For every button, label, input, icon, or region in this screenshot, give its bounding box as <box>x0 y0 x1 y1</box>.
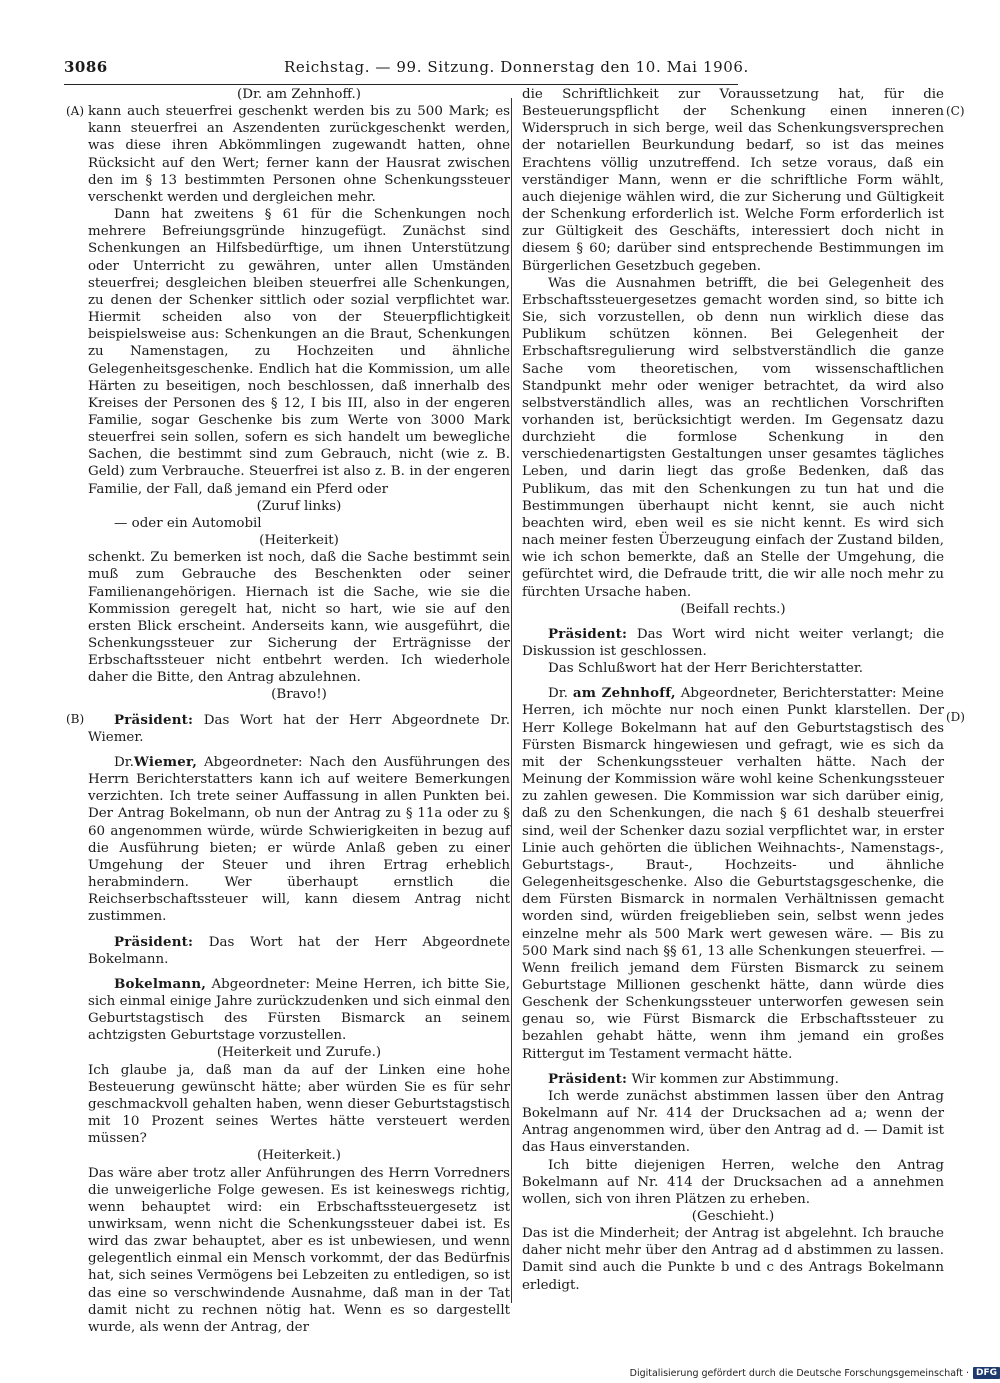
speaker-name: Präsident: <box>114 933 194 950</box>
speaker-name: am Zehnhoff, <box>572 685 676 702</box>
paragraph: kann auch steuerfrei geschenkt werden bis zu 500 Mark; es kann steuerfrei an Aszendenten zurückgeschenkt werden, was diese ihren Abkömmlingen zugewandt hatten, ohne Rücksicht auf den Wert; ferner kann der Hausrat zwischen den im § 13 bestimmten Personen ohne Schenkungssteuer verschenkt werden und dergleichen mehr. <box>88 104 510 205</box>
interjection: (Heiterkeit und Zurufe.) <box>216 1045 382 1061</box>
dfg-logo: DFG <box>973 1367 1000 1379</box>
speech-text: Das Wort wird nicht weiter verlangt; die Diskussion ist geschlossen. <box>522 626 944 659</box>
paragraph: Das Schlußwort hat der Herr Berichterstatter. <box>548 661 864 677</box>
speech-text: Abgeordneter, Berichterstatter: Meine Herren, ich möchte nur noch einen Punkt klarstellen. Der Herr Kollege Bokelmann hat auf den Geburtstagstisch des Fürsten Bismarck hingewiesen und gefragt, wie es sich da mit der Schenkungssteuer verhalten hätte. Nach der Meinung der Kommission wäre wohl keine Schenkungssteuer zu zahlen gewesen. Die Kommission war sich darüber einig, daß zu den Schenkungen, die nach § 61 deshalb steuerfrei sind, weil der Schenker dazu sozial verpflichtet war, in erster Linie auch gehörten die üblichen Weihnachts-, Namenstags-, Geburtstags-, Braut-, Hochzeits- und ähnliche Gelegenheitsgeschenke. Also die Geburtstagsgeschenke, die dem Fürsten Bismarck in normalen Verhältnissen gemacht worden sind, würden freigeblieben sein, selbst wenn jedes einzelne mehr als 500 Mark wert gewesen wäre. — Bis zu 500 Mark sind nach §§ 61, 13 alle Schenkungen steuerfrei. — Wenn freilich jemand dem Fürsten Bismarck zu seinem Geburtstage Millionen geschenkt hätte, dann würde dies Geschenk der Schenkungssteuer unterworfen gewesen sein genau so, wie Fürst Bismarck die Erbschaftssteuer zu bezahlen gehabt hätte, wenn ihm jemand ein großes Rittergut im Testament vermacht hätte. <box>522 686 944 1062</box>
speaker-paragraph <box>522 626 944 660</box>
paragraph: schenkt. Zu bemerken ist noch, daß die Sache bestimmt sein muß zum Gebrauche des Beschenkten oder seiner Familienangehörigen. Hiernach ist die Sache, wie sie die Kommission geregelt hat, nicht so hart, wie sie auf den ersten Blick erscheint. Anderseits kann, wie ausgeführt, die Schenkungssteuer zur Sicherung der Erträgnisse der Erbschaftssteuer nicht entbehrt werden. Ich wiederhole daher die Bitte, den Antrag abzulehnen. <box>88 550 510 686</box>
paragraph: Ich glaube ja, daß man da auf der Linken eine hohe Besteuerung gewünscht hätte; aber würden Sie es für sehr geschmackvoll gehalten haben, wenn dieser Geburtstagstisch mit 10 Prozent seines Wertes hätte versteuert werden müssen? <box>88 1062 510 1147</box>
margin-letter-c: (C) <box>946 104 965 118</box>
speaker-name: Wiemer, <box>133 753 198 770</box>
margin-letter-d: (D) <box>946 710 965 724</box>
interjection: (Bravo!) <box>271 687 327 703</box>
paragraph: Ich werde zunächst abstimmen lassen über den Antrag Bokelmann auf Nr. 414 der Drucksachen ad a; wenn der Antrag angenommen wird, über den Antrag ad d. — Damit ist das Haus einverstanden. <box>522 1088 944 1156</box>
column-divider <box>511 98 512 1303</box>
speech-text: Das Wort hat der Herr Abgeordnete Dr. Wiemer. <box>88 712 510 745</box>
left-column <box>88 86 510 1336</box>
speaker-name: Präsident: <box>114 711 194 728</box>
paragraph: Das wäre aber trotz aller Anführungen des Herrn Vorredners die unweigerliche Folge gewesen. Es ist keineswegs richtig, wenn behauptet wird: ein Erbschaftssteuergesetz ist unwirksam, wenn nicht die Schenkungssteuer dabei ist. Es wird das zwar behauptet, aber es ist unbewiesen, und wenn gelegentlich einmal ein Mensch vorkommt, der das Bedürfnis hat, sich seines Vermögens bei Lebzeiten zu entledigen, so ist das eine so verschwindende Ausnahme, daß man in der Tat damit nicht zu rechnen nötig hat. Wenn es so dargestellt wurde, als wenn der Antrag, der <box>88 1165 510 1335</box>
speech-text: Abgeordneter: Nach den Ausführungen des Herrn Berichterstatters kann ich auf weitere Bemerkungen verzichten. Ich trete seiner Auffassung in allen Punkten bei. Der Antrag Bokelmann, ob nun der Antrag zu § 11a oder zu § 60 angenommen würde, würde Schwierigkeiten in bezug auf die Ausführung bieten; er würde Anlaß geben zu einer Umgehung der Steuer und ihren Ertrag erheblich herabmindern. Wer überhaupt ernstlich die Reichserbschaftssteuer will, kann diesem Antrag nicht zustimmen. <box>88 754 510 925</box>
page-number: 3086 <box>64 58 108 76</box>
interjection: (Geschieht.) <box>691 1209 775 1224</box>
interjection: (Beifall rechts.) <box>680 601 786 617</box>
speaker-name: Präsident: <box>548 1070 628 1087</box>
right-column <box>522 86 944 1294</box>
speaker-paragraph <box>88 934 510 968</box>
speaker-paragraph <box>522 1071 944 1088</box>
paragraph: Ich bitte diejenigen Herren, welche den Antrag Bokelmann auf Nr. 414 der Drucksachen ad a annehmen wollen, sich von ihren Plätzen zu erheben. <box>522 1157 944 1207</box>
paragraph: Das ist die Minderheit; der Antrag ist abgelehnt. Ich brauche daher nicht mehr über den Antrag ad d abstimmen zu lassen. Damit sind auch die Punkte b und c des Antrags Bokelmann erledigt. <box>522 1226 944 1293</box>
speaker-name: Bokelmann, <box>114 975 207 992</box>
speech-text: Das Wort hat der Herr Abgeordnete Bokelmann. <box>88 934 510 967</box>
speech-text: Abgeordneter: Meine Herren, ich bitte Sie, sich einmal einige Jahre zurückzudenken und sich einmal den Geburtstagstisch des Fürsten Bismarck an seinem achtzigsten Geburtstage vorzustellen. <box>88 976 510 1044</box>
footer-credit: Digitalisierung gefördert durch die Deutsche Forschungsgemeinschaft · <box>629 1367 969 1379</box>
margin-letter-b: (B) <box>66 712 85 726</box>
interjection: (Zuruf links) <box>256 498 342 514</box>
interjection: (Heiterkeit.) <box>257 1148 341 1164</box>
margin-letter-a: (A) <box>66 104 85 118</box>
speaker-title: Dr. <box>548 686 568 702</box>
speaker-continuation: (Dr. am Zehnhoff.) <box>236 87 362 102</box>
speaker-paragraph <box>522 685 944 1062</box>
speaker-paragraph <box>88 976 510 1045</box>
paragraph: Was die Ausnahmen betrifft, die bei Gelegenheit des Erbschaftssteuergesetzes gemacht worden sind, so bitte ich Sie, sich vorzustellen, ob denn nun wirklich diese das Publikum schützen können. Bei Gelegenheit der Erbschaftsregulierung wird selbstverständlich die ganze Sache vom theoretischen, vom wissenschaftlichen Standpunkt mehr oder weniger betrachtet, da wird also selbstverständlich alles, was an rechtlichen Vorschriften vorhanden ist, berücksichtigt werden. Im Gegensatz dazu durchzieht die formlose Schenkung in den verschiedenartigsten Gestaltungen unser gesamtes tägliches Leben, und darin liegt das große Bedenken, daß das Publikum, das mit den Schenkungen zu tun hat und die Bestimmungen überhaupt nicht kennt, sie auch nicht beachten wird, eben weil es sie nicht kennt. Es wird sich nach meiner festen Überzeugung einfach der Zustand bilden, wie ich schon bemerkte, daß an Stelle der Umgehung, die gefürchtet wird, die Defraude tritt, die wir alle noch mehr zu fürchten Ursache haben. <box>522 275 944 600</box>
paragraph: Dann hat zweitens § 61 für die Schenkungen noch mehrere Befreiungsgründe hinzugefügt. Zunächst sind Schenkungen an Hilfsbedürftige, um ihnen Unterstützung oder Unterricht zu gewähren, unter allen Umständen steuerfrei; desgleichen bleiben steuerfrei alle Schenkungen, zu denen der Schenker sittlich oder sozial verpflichtet war. Hiermit scheiden also von der Steuerpflichtigkeit beispielsweise aus: Schenkungen an die Braut, Schenkungen zu Namenstagen, zu Hochzeiten und ähnliche Gelegenheitsgeschenke. Endlich hat die Kommission, um alle Härten zu beseitigen, noch beschlossen, daß innerhalb des Kreises der Personen des § 12, I bis III, also in der engeren Familie, sogar Geschenke bis zum Werte von 3000 Mark steuerfrei sein sollen, sofern es sich handelt um bewegliche Sachen, die bestimmt sind zum Gebrauch, nicht (wie z. B. Geld) zum Verbrauche. Steuerfrei ist also z. B. in der engeren Familie, der Fall, daß jemand ein Pferd oder <box>88 207 510 497</box>
speaker-paragraph <box>88 754 510 926</box>
speaker-title: Dr. <box>114 754 134 770</box>
speaker-paragraph <box>88 712 510 746</box>
page-header <box>64 58 749 85</box>
speaker-name: Präsident: <box>548 625 628 642</box>
paragraph: — oder ein Automobil <box>114 515 262 531</box>
interjection: (Heiterkeit) <box>259 533 339 549</box>
running-head: Reichstag. — 99. Sitzung. Donnerstag den 10. Mai 1906. <box>284 58 749 76</box>
digitization-footer <box>608 1366 1000 1380</box>
speech-text: Wir kommen zur Abstimmung. <box>631 1071 839 1087</box>
paragraph: die Schriftlichkeit zur Voraussetzung hat, für die Besteuerungspflicht der Schenkung einen inneren Widerspruch in sich berge, weil das Schenkungsversprechen der notariellen Beurkundung bedarf, so ist das meines Erachtens völlig unzutreffend. Ich setze voraus, daß ein verständiger Mann, wenn er die schriftliche Form wählt, auch diejenige wählen wird, die zur Sicherung und Gültigkeit der Schenkung erforderlich ist. Welche Form erforderlich ist zur Gültigkeit des Geschäfts, interessiert doch nicht in diesem § 60; darüber sind entsprechende Bestimmungen im Bürgerlichen Gesetzbuch gegeben. <box>522 87 944 274</box>
